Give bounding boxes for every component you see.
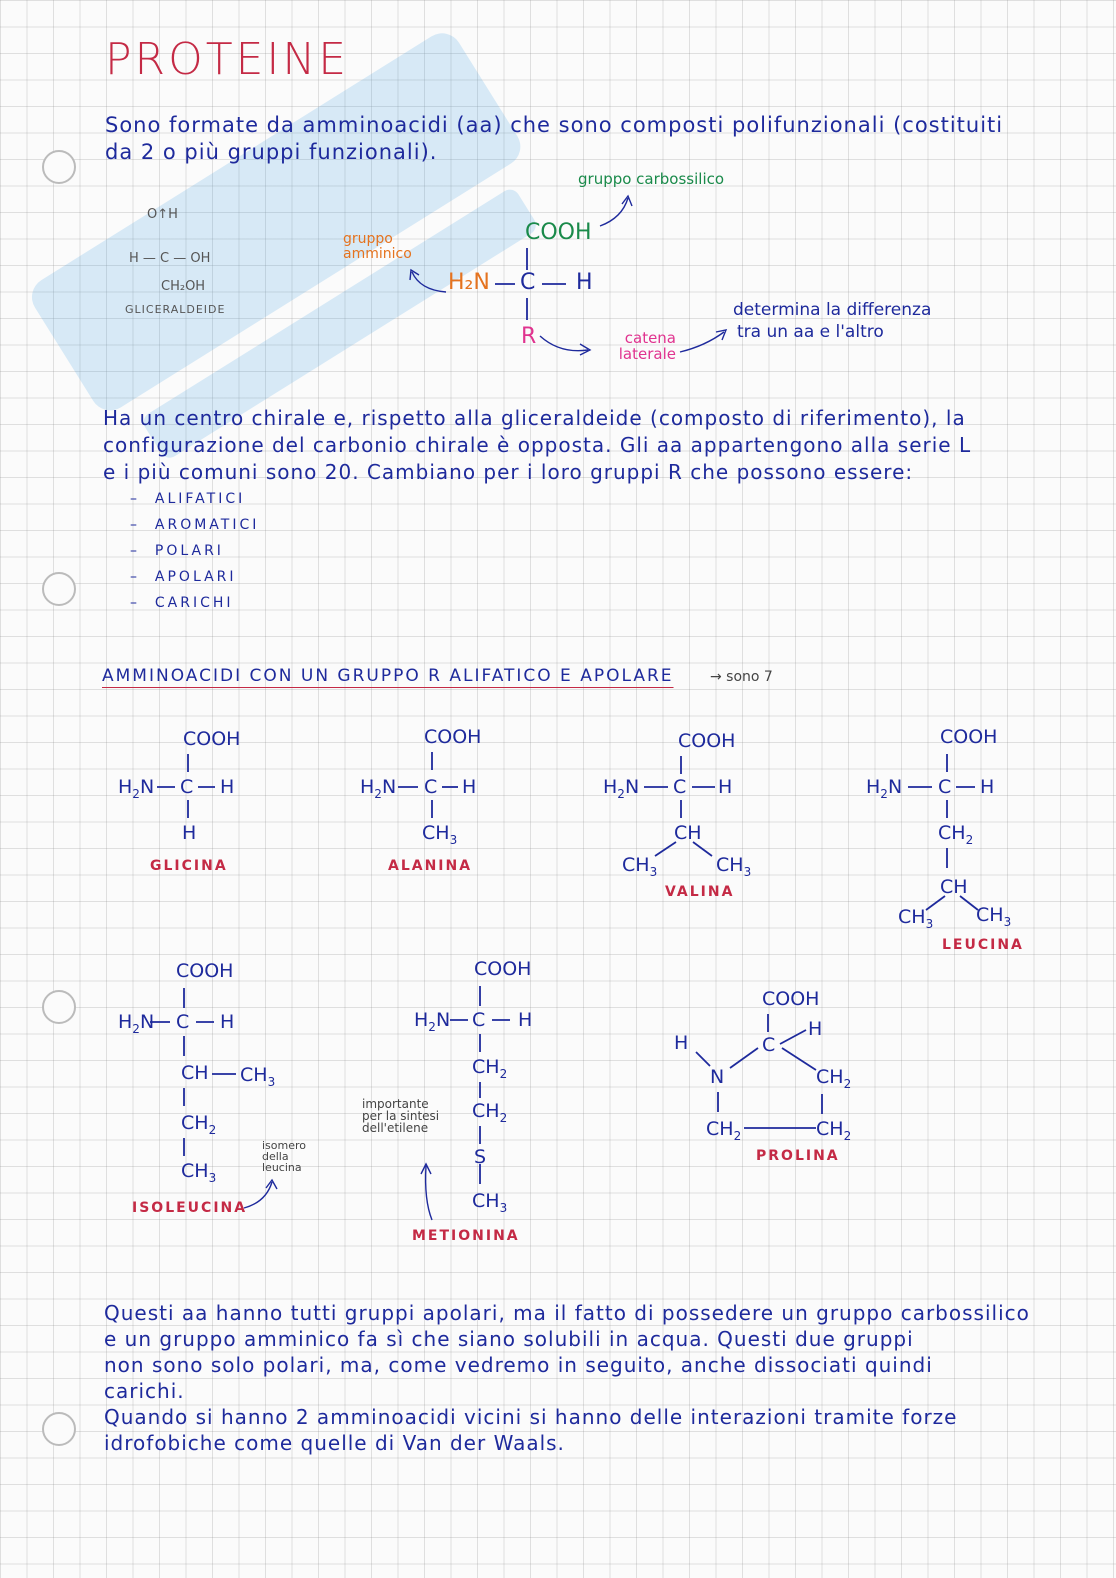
general-r-group: R [521, 324, 537, 349]
list-item: – APOLARI [130, 569, 237, 585]
closing-line-4: carichi. [104, 1379, 185, 1403]
glyceraldehyde-aldehyde: O↑H [147, 207, 178, 222]
list-item: – CARICHI [130, 595, 234, 611]
intro-line-1: Sono formate da amminoacidi (aa) che sono composti polifunzionali (costituiti [105, 113, 1004, 137]
section-heading: AMMINOACIDI CON UN GRUPPO R ALIFATICO E APOLARE [102, 666, 674, 686]
glyceraldehyde-middle: H — C — OH [129, 251, 211, 266]
list-item: – AROMATICI [130, 517, 260, 533]
carboxyl-group-label: gruppo carbossilico [578, 170, 725, 188]
amino-group-label: gruppo amminico [343, 231, 412, 262]
list-item: – POLARI [130, 543, 224, 559]
valine-name: VALINA [665, 884, 735, 900]
general-alpha-carbon: C [520, 270, 536, 295]
chiral-line-2: configurazione del carbonio chirale è opposta. Gli aa appartengono alla serie L [103, 433, 972, 457]
general-hydrogen: H [576, 270, 593, 295]
closing-line-3: non sono solo polari, ma, come vedremo in seguito, anche dissociati quindi [104, 1353, 933, 1377]
closing-line-6: idrofobiche come quelle di Van der Waals. [104, 1431, 565, 1455]
list-item: – ALIFATICI [130, 491, 246, 507]
closing-line-1: Questi aa hanno tutti gruppi apolari, ma il fatto di possedere un gruppo carbossilico [104, 1301, 1030, 1325]
methionine-name: METIONINA [412, 1228, 520, 1244]
glyceraldehyde-name: GLICERALDEIDE [125, 303, 226, 316]
closing-line-2: e un gruppo amminico fa sì che siano solubili in acqua. Questi due gruppi [104, 1327, 914, 1351]
isoleucine-note: isomero della leucina [262, 1139, 307, 1174]
leucine-name: LEUCINA [942, 937, 1024, 953]
difference-note-line-2: tra un aa e l'altro [737, 322, 884, 342]
closing-line-5: Quando si hanno 2 amminoacidi vicini si hanno delle interazioni tramite forze [104, 1405, 958, 1429]
closing-paragraph [104, 1300, 1030, 1456]
side-chain-label: catena laterale [618, 329, 676, 363]
general-h2n: H₂N [448, 270, 490, 295]
alanine-name: ALANINA [388, 858, 473, 874]
chiral-line-3: e i più comuni sono 20. Cambiano per i loro gruppi R che possono essere: [103, 460, 914, 484]
proline-name: PROLINA [756, 1148, 840, 1164]
isoleucine-name: ISOLEUCINA [132, 1200, 248, 1216]
chiral-line-1: Ha un centro chirale e, rispetto alla gliceraldeide (composto di riferimento), la [103, 406, 966, 430]
methionine-note: importante per la sintesi dell'etilene [362, 1097, 440, 1135]
intro-line-2: da 2 o più gruppi funzionali). [105, 140, 438, 164]
general-cooh: COOH [525, 220, 592, 245]
difference-note-line-1: determina la differenza [733, 300, 932, 320]
section-note: → sono 7 [710, 669, 773, 685]
glyceraldehyde-bottom: CH₂OH [161, 279, 206, 294]
page-title: PROTEINE [105, 34, 350, 85]
glycine-name: GLICINA [150, 858, 228, 874]
